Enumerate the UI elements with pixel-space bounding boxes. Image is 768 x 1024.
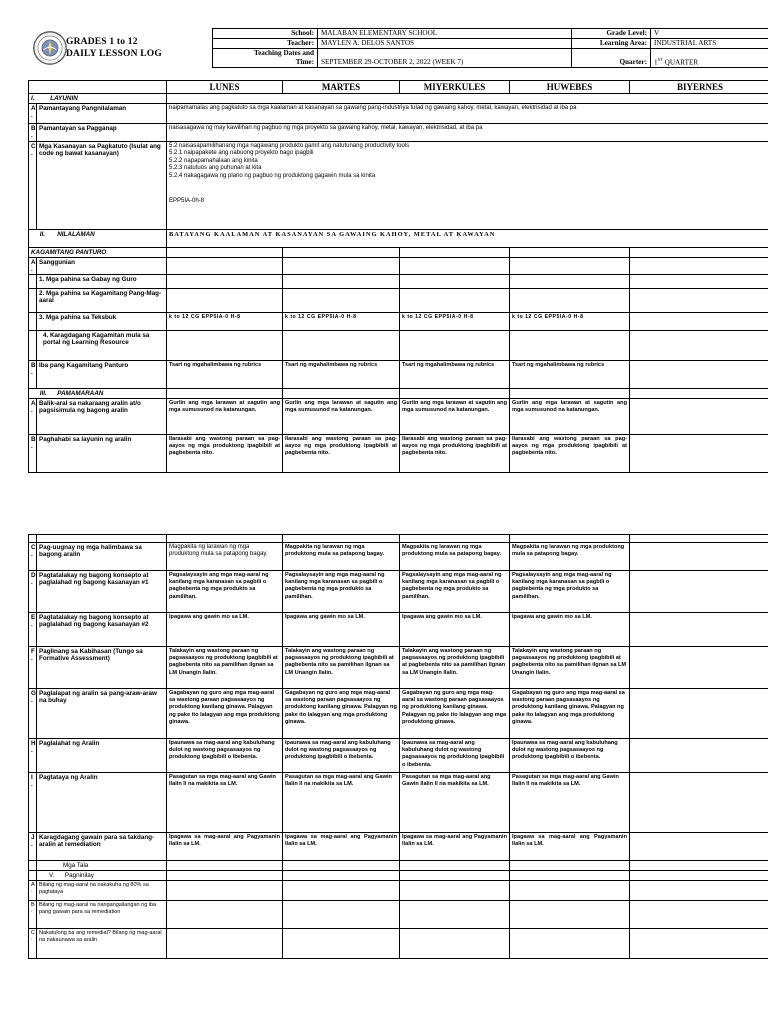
assignment-monday: Ipagawa sa mag-aaral ang Pagyamanin llalin sa LM. xyxy=(167,833,283,861)
content-text: BATAYANG KAALAMAN AT KASANAYAN SA GAWAING KAHOY, METAL AT KAWAYAN xyxy=(169,231,496,238)
quarter-value xyxy=(651,49,768,68)
section-i-spacer xyxy=(167,94,768,104)
evaluation-tuesday: Pasagutan sa mga mag-aaral ang Gawin llalin ll na makikita sa LM. xyxy=(283,773,400,833)
section-i-title: LAYUNIN xyxy=(50,95,78,102)
quarter-label: Quarter: xyxy=(572,49,651,68)
remarks-label: Mga Tala xyxy=(37,861,167,871)
school-label: School: xyxy=(213,29,318,39)
textbook-code-monday: k to 12 CG EPP5IA-0 H-8 xyxy=(167,313,283,331)
title-line-2: DAILY LESSON LOG xyxy=(66,49,162,59)
assignment-thursday: Ipagawa sa mag-aaral ang Pagyamanin llalin sa LM. xyxy=(510,833,630,861)
mastery-label: Paglinang sa Kabihasan (Tungo sa Formative Assessment) xyxy=(37,647,167,689)
evaluation-letter: I. xyxy=(29,773,37,833)
row-a-letter: A. xyxy=(29,104,37,124)
review-wednesday: Gurlin ang mga larawan at sagutin ang mga sumusunod na katanungan. xyxy=(400,399,510,435)
section-iii-number: III. xyxy=(39,390,47,397)
corner-cell xyxy=(29,81,167,94)
learning-competencies-cell xyxy=(167,142,768,230)
day-header-wednesday: MIYERKULES xyxy=(400,81,510,94)
materials-wednesday: Tsart ng mgahalimbawa ng rubrics xyxy=(400,361,510,389)
discussion-1-letter: D. xyxy=(29,571,37,613)
other-materials-label: Iba pang Kagamitang Panturo xyxy=(37,361,167,389)
quarter-number: 1 xyxy=(654,58,658,66)
lr-portal-label: 4. Karagdagang Kagamitan mula sa portal ng Learning Resource xyxy=(37,331,167,361)
evaluation-wednesday: Pasagutan sa mga mag-aaral ang Gawin llalin ll na makikita sa LM. xyxy=(400,773,510,833)
generalization-wednesday: Ipaunawa sa mag-aaral ang kabuluhang dulot ng wastong pagsasaayos ng produktong ipagbibili o ibebenta. xyxy=(400,739,510,773)
section-ii-number: II. xyxy=(39,231,45,238)
assignment-letter: J. xyxy=(29,833,37,861)
review-letter: A. xyxy=(29,399,37,435)
row-a-label: Pamantayang Pangnilalaman xyxy=(37,104,167,124)
teacher-guide-pages-label: 1. Mga pahina sa Gabay ng Guro xyxy=(37,275,167,289)
section-ii-heading xyxy=(29,230,167,248)
reflection-title: Pagninilay xyxy=(64,872,94,879)
section-i-number: I. xyxy=(31,95,35,102)
purpose-monday: Ilarasabi ang wastong paraan sa pag-aayos ng mga produktong ipagbibili at pagbebenta nito. xyxy=(167,435,283,473)
textbook-code-wednesday: k to 12 CG EPP5IA-0 H-8 xyxy=(400,313,510,331)
application-tuesday: Gagabayan ng guro ang mga mag-aaral sa wastong paraan pagsasaayos ng produktong kanilang ginawa. Palagyan ng pake ito lalagyan ang mga produktong ginawa. xyxy=(283,689,400,739)
generalization-monday: Ipaunawa sa mag-aaral ang kabuluhang dulot ng wastong pagsasaayos ng produktong ipagbibili o ibebenta. xyxy=(167,739,283,773)
application-monday: Gagabayan ng guro ang mga mag-aaral sa wastong paraan pagsasaayos ng produktong kanilang ginawa. Palagyan ng pake ito lalagyan ang mga produktong ginawa. xyxy=(167,689,283,739)
reflection-a-letter: A. xyxy=(29,881,37,901)
day-header-tuesday: MARTES xyxy=(283,81,400,94)
textbook-code-thursday: k to 12 CG EPP5IA-0 H-8 xyxy=(510,313,630,331)
evaluation-monday: Pasagutan sa mga mag-aaral ang Gawin llalin ll na makikita sa LM. xyxy=(167,773,283,833)
sanggunian-letter: A. xyxy=(29,258,37,275)
section-iii-heading xyxy=(29,389,167,399)
header xyxy=(28,28,768,72)
purpose-letter: B. xyxy=(29,435,37,473)
materials-tuesday: Tsart ng mgahalimbawa ng rubrics xyxy=(283,361,400,389)
reflection-c-letter: C. xyxy=(29,929,37,959)
discussion-1-label: Pagtatalakay ng bagong konsepto at paglalahad ng bagong kasanayan #1 xyxy=(37,571,167,613)
competency-code: EPP5IA-0h-8 xyxy=(169,198,205,205)
discussion-1-wednesday: Pagsalaysayin ang mga mag-aaral ng kanilang mga karanasan sa pagbili o pagbebenta ng mga produkto sa pamilihan. xyxy=(400,571,510,613)
connect-wednesday: Magpakita ng larawan ng mga produktong mula sa patapong bagay. xyxy=(400,543,510,571)
learner-material-pages-label: 2. Mga pahina sa Kagamitang Pang-Mag-aaral xyxy=(37,289,167,313)
application-letter: G. xyxy=(29,689,37,739)
discussion-2-monday: Ipagawa ang gawin mo sa LM. xyxy=(167,613,283,647)
review-thursday: Gurlin ang mga larawan at sagutin ang mga sumusunod na katanungan. xyxy=(510,399,630,435)
competency-line: 5.2.4 nakagagawa ng plano ng pagbuo ng produktong gagawin mula sa kinita xyxy=(169,172,376,179)
row-b-label: Pamantayan sa Pagganap xyxy=(37,124,167,142)
generalization-tuesday: Ipaunawa sa mag-aaral ang kabuluhang dulot ng wastong pagsasaayos ng produktong ipagbibili o ibebenta. xyxy=(283,739,400,773)
discussion-2-thursday: Ipagawa ang gawin mo sa LM. xyxy=(510,613,630,647)
evaluation-label: Pagtataya ng Aralin xyxy=(37,773,167,833)
reflection-number: V. xyxy=(49,872,55,879)
materials-thursday: Tsart ng mgahalimbawa ng rubrics xyxy=(510,361,630,389)
row-c-label: Mga Kasanayan sa Pagkatuto (Isulat ang code ng bawat kasanayan) xyxy=(37,142,167,230)
section-i-heading xyxy=(29,94,167,104)
deped-seal-logo xyxy=(32,30,68,66)
teacher-label: Teacher: xyxy=(213,39,318,49)
day-header-friday: BIYERNES xyxy=(630,81,768,94)
purpose-thursday: Ilarasabi ang wastong paraan sa pag-aayos ng mga produktong ipagbibili at pagbebenta nito. xyxy=(510,435,630,473)
textbook-code-tuesday: k to 12 CG EPP5IA-0 H-8 xyxy=(283,313,400,331)
mastery-wednesday: Talakayin ang wastong paraan ng pagsasaayos ng produktong ipagbibili at pagbebenta nito sa pamilihan ilgnan sa LM Unangin llalin. xyxy=(400,647,510,689)
mastery-thursday: Talakayin ang wastong paraan ng pagsasaayos ng produktong ipagbibili at pagbebenta nito sa pamilihan ilgnan sa LM Unangin llalin. xyxy=(510,647,630,689)
review-label: Balik-aral sa nakaraang aralin at/o pagsisimula ng bagong aralin xyxy=(37,399,167,435)
connect-monday: Magpakita ng larawan ng mga produktong mula sa patapong bagay. xyxy=(167,543,283,571)
discussion-2-tuesday: Ipagawa ang gawin mo sa LM. xyxy=(283,613,400,647)
application-wednesday: Gagabayan ng guro ang mga mag-aaral sa wastong paraan pagsasaayos ng produktong kanilang ginawa. Palagyan ng pake ito lalagyan ang mga produktong ginawa. xyxy=(400,689,510,739)
mastery-tuesday: Talakayin ang wastong paraan ng pagsasaayos ng produktong ipagbibili at pagbebenta nito sa pamilihan ilgnan sa LM Unangin llalin. xyxy=(283,647,400,689)
school-value: MALABAN ELEMENTARY SCHOOL xyxy=(318,29,572,39)
quarter-text: QUARTER xyxy=(662,58,699,66)
discussion-1-tuesday: Pagsalaysayin ang mga mag-aaral ng kanilang mga karanasan sa pagbili o pagbebenta ng mga produkto sa pamilihan. xyxy=(283,571,400,613)
reflection-a-label: Bilang ng mag-aaral na nakakuha ng 80% sa pagtataya xyxy=(37,881,167,901)
quarter-suffix: ST xyxy=(657,56,663,62)
document-title xyxy=(66,36,162,60)
assignment-label: Karagdagang gawain para sa takdang-aralin at remediation xyxy=(37,833,167,861)
textbook-pages-label: 3. Mga pahina sa Teksbuk xyxy=(37,313,167,331)
competency-line: 5.2 naisasapamilihanang mga nagawang produkto gamit ang natutunang productivity tools xyxy=(169,143,410,149)
assignment-tuesday: Ipagawa sa mag-aaral ang Pagyamanin llalin sa LM. xyxy=(283,833,400,861)
header-info-table xyxy=(212,28,768,68)
section-ii-title: NILALAMAN xyxy=(57,231,95,238)
teacher-value: MAYLEN A. DELOS SANTOS xyxy=(318,39,572,49)
mastery-letter: F. xyxy=(29,647,37,689)
row-c-letter: C. xyxy=(29,142,37,230)
lesson-log-table-page-1 xyxy=(28,80,768,473)
competency-line: 5.2.1 naipapakete ang nabuong proyekto bago ipagbili xyxy=(169,150,314,157)
learning-area-value: INDUSTRIAL ARTS xyxy=(651,39,768,49)
resources-heading: KAGAMITANG PANTURO xyxy=(29,248,167,258)
connect-label: Pag-uugnay ng mga halimbawa sa bagong aralin xyxy=(37,543,167,571)
reflection-b-letter: B. xyxy=(29,901,37,929)
dates-label-line-1: Teaching Dates and xyxy=(253,49,314,57)
discussion-1-thursday: Pagsalaysayin ang mga mag-aaral ng kanilang mga karanasan sa pagbili o pagbebenta ng mga produkto sa pamilihan. xyxy=(510,571,630,613)
discussion-2-letter: E. xyxy=(29,613,37,647)
grade-value: V xyxy=(651,29,768,39)
dates-label-line-2: Time: xyxy=(295,58,314,66)
review-monday: Gurlin ang mga larawan at sagutin ang mga sumusunod na katanungan. xyxy=(167,399,283,435)
purpose-tuesday: Ilarasabi ang wastong paraan sa pag-aayos ng mga produktong ipagbibili at pagbebenta nito. xyxy=(283,435,400,473)
assignment-wednesday: Ipagawa sa mag-aaral ang Pagyamanin llalin sa LM. xyxy=(400,833,510,861)
discussion-1-monday: Pagsalaysayin ang mga mag-aaral ng kanilang mga karanasan sa pagbili o pagbebenta ng mga produkto sa pamilihan. xyxy=(167,571,283,613)
row-b-letter: B. xyxy=(29,124,37,142)
evaluation-thursday: Pasagutan sa mga mag-aaral ang Gawin llalin ll na makikita sa LM. xyxy=(510,773,630,833)
grade-label: Grade Level: xyxy=(572,29,651,39)
dates-value: SEPTEMBER 29-OCTOBER 2, 2022 (WEEK 7) xyxy=(318,49,572,68)
generalization-thursday: Ipaunawa sa mag-aaral ang kabuluhang dulot ng wastong pagsasaayos ng produktong ipagbibili o ibebenta. xyxy=(510,739,630,773)
reflection-heading xyxy=(37,871,167,881)
day-header-monday: LUNES xyxy=(167,81,283,94)
content-cell xyxy=(167,230,768,248)
generalization-letter: H. xyxy=(29,739,37,773)
purpose-label: Paghahabi sa layunin ng aralin xyxy=(37,435,167,473)
generalization-label: Paglalahat ng Aralin xyxy=(37,739,167,773)
performance-standard-text: naisasagawa ng may kawilihan ng pagbuo ng mga proyekto sa gawaing kahoy, metal, kawayan, elektrisidad, at iba pa xyxy=(167,124,768,142)
reflection-b-label: Bilang ng mag-aaral na nangangailangan ng iba pang gawain para sa remediation xyxy=(37,901,167,929)
connect-letter: C. xyxy=(29,543,37,571)
discussion-2-wednesday: Ipagawa ang gawin mo sa LM. xyxy=(400,613,510,647)
learning-area-label: Learning Area: xyxy=(572,39,651,49)
sanggunian-label: Sanggunian xyxy=(37,258,167,275)
lesson-log-table-page-2 xyxy=(28,534,768,959)
other-materials-letter: B. xyxy=(29,361,37,389)
connect-tuesday: Magpakita ng larawan ng mga produktong mula sa patapong bagay. xyxy=(283,543,400,571)
materials-monday: Tsart ng mgahalimbawa ng rubrics xyxy=(167,361,283,389)
content-standard-text: naipamamalas ang pagkatuto sa mga kaalaman at kasanayan sa gawaing pang-industriya tulad ng gawaing kahoy, metal, kawayan, elektrisidad at iba pa xyxy=(167,104,768,124)
section-iii-title: PAMAMARAAN xyxy=(57,390,104,397)
dates-label xyxy=(213,49,318,68)
review-tuesday: Gurlin ang mga larawan at sagutin ang mga sumusunod na katanungan. xyxy=(283,399,400,435)
application-thursday: Gagabayan ng guro ang mga mag-aaral sa wastong paraan pagsasaayos ng produktong kanilang ginawa. Palagyan ng pake ito lalagyan ang mga produktong ginawa. xyxy=(510,689,630,739)
competency-line: 5.2.3 natutuos ang puhunan at kita xyxy=(169,165,262,172)
discussion-2-label: Pagtatalakay ng bagong konsepto at paglalahad ng bagong kasanayan #2 xyxy=(37,613,167,647)
reflection-c-label: Nakatulong ba ang remedial? Bilang ng mag-aaral na nakaunawa sa aralin xyxy=(37,929,167,959)
connect-thursday: Magpakita ng larawan ng mga produktong mula sa patapong bagay. xyxy=(510,543,630,571)
mastery-monday: Talakayin ang wastong paraan ng pagsasaayos ng produktong ipagbibili at pagbebenta nito sa pamilihan ilgnan sa LM Unangin llalin. xyxy=(167,647,283,689)
purpose-wednesday: Ilarasabi ang wastong paraan sa pag-aayos ng mga produktong ipagbibili at pagbebenta nito. xyxy=(400,435,510,473)
competency-line: 5.2.2 napapamahalaan ang kinita xyxy=(169,157,258,164)
application-label: Paglalapat ng aralin sa pang-araw-araw na buhay xyxy=(37,689,167,739)
day-header-thursday: HUWEBES xyxy=(510,81,630,94)
title-line-1: GRADES 1 to 12 xyxy=(66,37,138,47)
